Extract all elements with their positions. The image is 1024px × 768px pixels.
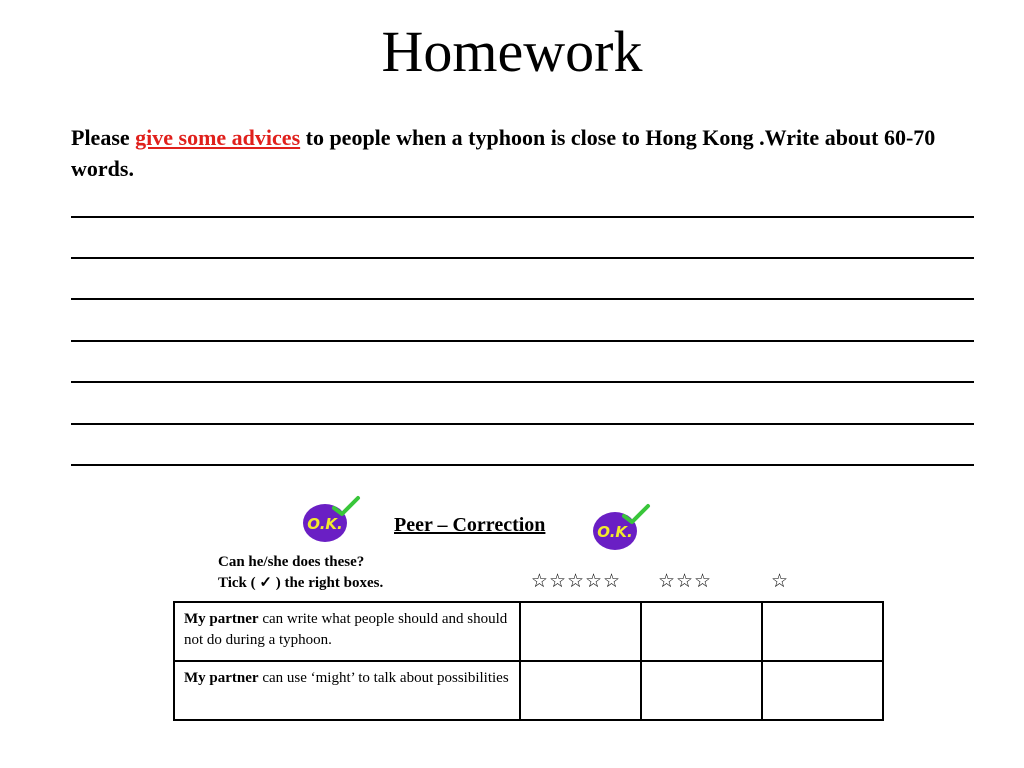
rating-three-stars: ☆☆☆ (657, 571, 713, 592)
writing-line[interactable] (71, 340, 974, 342)
writing-line[interactable] (71, 216, 974, 218)
criterion-text: can use ‘might’ to talk about possibilities (258, 670, 509, 686)
tick-box-one-star[interactable] (762, 602, 883, 661)
tick-box-five-stars[interactable] (520, 661, 641, 720)
instructions-text-start: Please (71, 125, 136, 150)
tick-prompt: Tick ( ✓ ) the right boxes. (218, 575, 384, 591)
ok-badge-label: O.K. (597, 523, 633, 541)
criterion-subject: My partner (184, 670, 259, 686)
criterion-cell (174, 661, 520, 720)
writing-line[interactable] (71, 464, 974, 466)
criterion-cell (174, 602, 520, 661)
tick-box-three-stars[interactable] (641, 602, 762, 661)
ok-badge-icon (298, 494, 362, 546)
peer-correction-table (173, 601, 884, 721)
ok-badge-icon (588, 502, 652, 554)
tick-box-three-stars[interactable] (641, 661, 762, 720)
criterion-text: can write what people should and should not do during a typhoon. (184, 611, 508, 648)
instructions-highlight: give some advices (135, 125, 301, 150)
writing-line[interactable] (71, 298, 974, 300)
homework-instructions (71, 122, 971, 184)
ok-badge-label: O.K. (307, 515, 343, 533)
rating-one-star: ☆ (770, 571, 790, 592)
writing-line[interactable] (71, 423, 974, 425)
page-title: Homework (381, 19, 643, 84)
peer-correction-heading: Peer – Correction (394, 514, 546, 536)
writing-line[interactable] (71, 257, 974, 259)
peer-question: Can he/she does these? (218, 554, 365, 570)
rating-five-stars: ☆☆☆☆☆ (530, 571, 622, 592)
tick-box-one-star[interactable] (762, 661, 883, 720)
tick-box-five-stars[interactable] (520, 602, 641, 661)
table-row (174, 661, 883, 720)
table-row (174, 602, 883, 661)
instructions-text-end: to people when a typhoon is close to Hong Kong .Write about 60-70 words. (71, 125, 936, 181)
writing-line[interactable] (71, 381, 974, 383)
peer-correction-instructions (218, 552, 383, 594)
criterion-subject: My partner (184, 611, 259, 627)
